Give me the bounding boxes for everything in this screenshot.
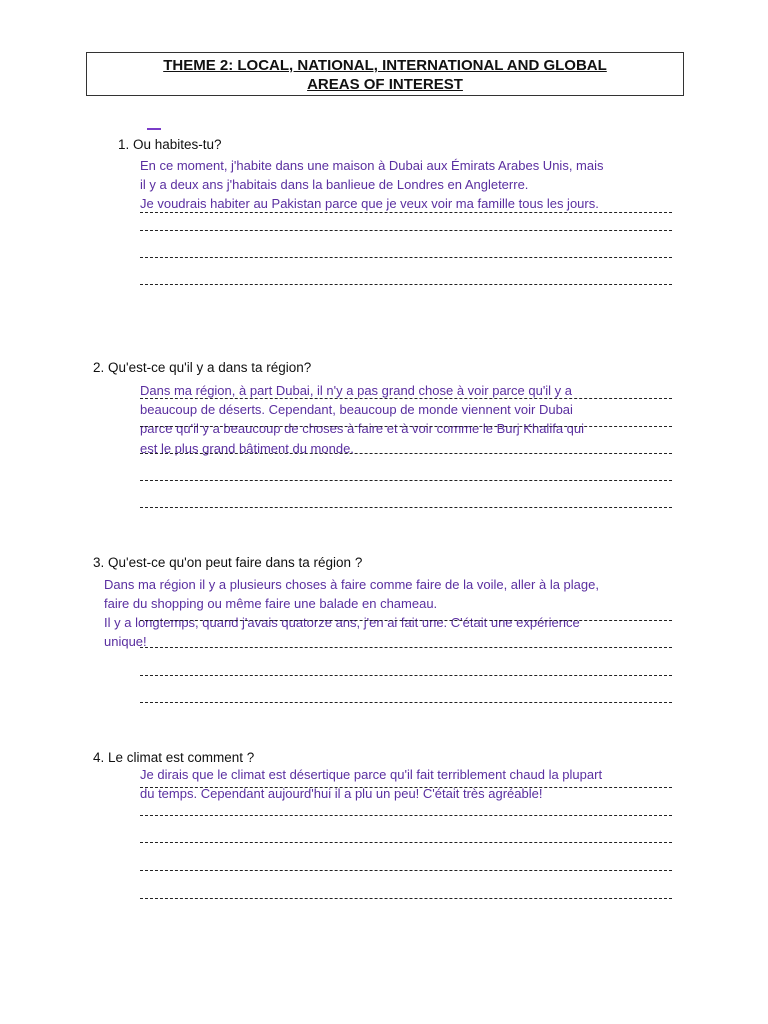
worksheet-title-line2: AREAS OF INTEREST xyxy=(307,76,463,93)
question-2-label: 2. Qu'est-ce qu'il y a dans ta région? xyxy=(93,360,312,375)
question-2-answer-line-3: parce qu'il y a beaucoup de choses à faire et à voir comme le Burj Khalifa qui xyxy=(140,421,585,436)
question-1-answer-line-3: Je voudrais habiter au Pakistan parce que je veux voir ma famille tous les jours. xyxy=(140,196,599,211)
question-1-answer-line-1: En ce moment, j'habite dans une maison à Dubai aux Émirats Arabes Unis, mais xyxy=(140,158,604,173)
answer-line xyxy=(140,647,672,648)
question-4-answer-line-1: Je dirais que le climat est désertique parce qu'il fait terriblement chaud la plupart xyxy=(140,767,603,782)
question-3-answer-line-4: unique! xyxy=(104,634,147,649)
question-1-label: 1. Ou habites-tu? xyxy=(118,137,222,152)
question-3-answer-line-1: Dans ma région il y a plusieurs choses à faire comme faire de la voile, aller à la plage, xyxy=(104,577,599,592)
answer-line xyxy=(140,212,672,213)
question-4-label: 4. Le climat est comment ? xyxy=(93,750,255,765)
answer-line xyxy=(140,480,672,481)
question-3-answer-line-2: faire du shopping ou même faire une balade en chameau. xyxy=(104,596,438,611)
question-3-label: 3. Qu'est-ce qu'on peut faire dans ta région ? xyxy=(93,555,363,570)
answer-line xyxy=(140,426,672,427)
question-3-answer-line-3: Il y a longtemps, quand j'avais quatorze ans, j'en ai fait une. C'était une expérience xyxy=(104,615,580,630)
answer-line xyxy=(140,702,672,703)
question-2-answer-line-1: Dans ma région, à part Dubai, il n'y a pas grand chose à voir parce qu'il y a xyxy=(140,383,573,398)
answer-line xyxy=(140,787,672,788)
answer-line xyxy=(140,815,672,816)
answer-line xyxy=(140,675,672,676)
answer-line xyxy=(140,620,672,621)
worksheet-title-box xyxy=(86,52,684,96)
question-2-answer-line-4: est le plus grand bâtiment du monde. xyxy=(140,441,354,456)
question-4-answer-line-2: du temps. Cependant aujourd'hui il a plu un peu! C'était très agréable! xyxy=(140,786,543,801)
answer-line xyxy=(140,453,672,454)
answer-line xyxy=(140,257,672,258)
question-1-answer-line-2: il y a deux ans j'habitais dans la banlieue de Londres en Angleterre. xyxy=(140,177,529,192)
answer-line xyxy=(140,870,672,871)
question-2-answer-line-2: beaucoup de déserts. Cependant, beaucoup de monde viennent voir Dubai xyxy=(140,402,573,417)
worksheet-title-line1: THEME 2: LOCAL, NATIONAL, INTERNATIONAL AND GLOBAL xyxy=(163,57,607,74)
answer-line xyxy=(140,284,672,285)
answer-line xyxy=(140,842,672,843)
answer-line xyxy=(140,398,672,399)
answer-line xyxy=(140,898,672,899)
answer-line xyxy=(140,507,672,508)
pen-mark xyxy=(147,128,161,130)
answer-line xyxy=(140,230,672,231)
